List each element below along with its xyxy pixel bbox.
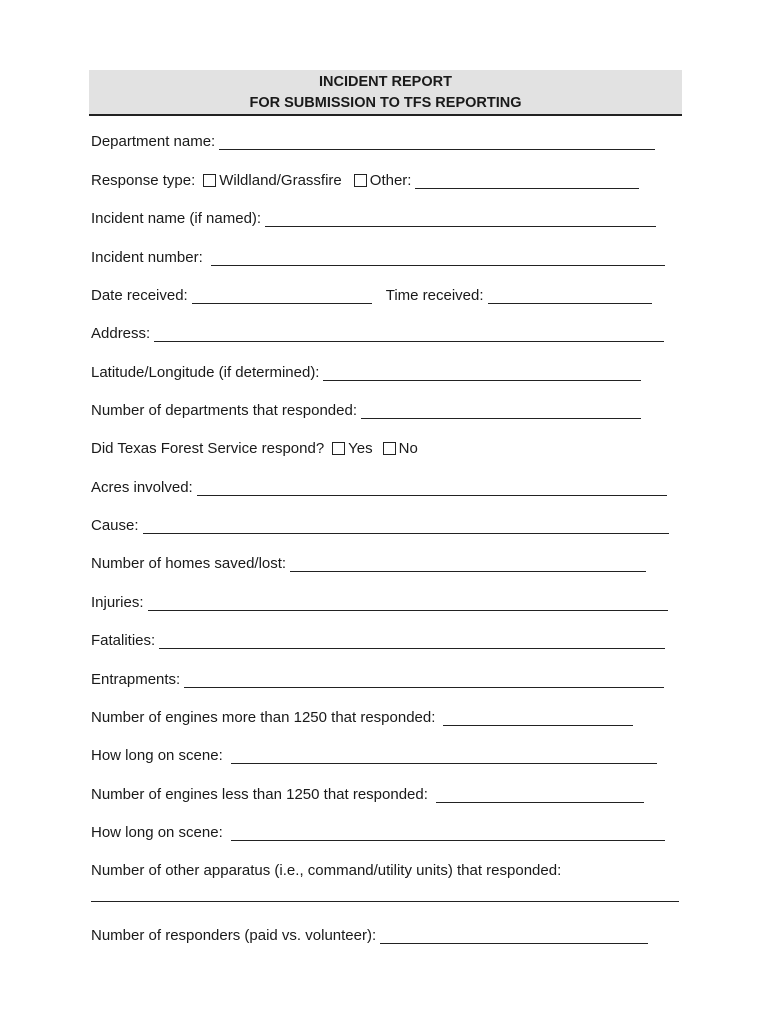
row-acres bbox=[91, 477, 667, 499]
row-response-type bbox=[91, 170, 639, 192]
input-fatalities[interactable] bbox=[159, 633, 665, 649]
row-fatalities bbox=[91, 630, 665, 652]
input-address[interactable] bbox=[154, 326, 664, 342]
label-other: Other: bbox=[369, 172, 412, 189]
input-entrapments[interactable] bbox=[184, 672, 664, 688]
label-address: Address: bbox=[91, 325, 151, 342]
label-num-departments: Number of departments that responded: bbox=[91, 402, 357, 419]
row-homes bbox=[91, 553, 646, 575]
checkbox-tfs-yes[interactable] bbox=[332, 442, 345, 455]
input-incident-number[interactable] bbox=[211, 250, 665, 266]
row-num-departments bbox=[91, 400, 641, 422]
row-lat-long bbox=[91, 362, 641, 384]
input-scene-time-1[interactable] bbox=[231, 748, 657, 764]
row-engines-more bbox=[91, 707, 633, 729]
row-incident-number bbox=[91, 247, 665, 269]
label-scene-time-2: How long on scene: bbox=[91, 824, 223, 841]
label-engines-more: Number of engines more than 1250 that responded: bbox=[91, 709, 436, 726]
form-title: INCIDENT REPORT bbox=[319, 74, 452, 90]
input-time-received[interactable] bbox=[488, 288, 652, 304]
label-other-apparatus: Number of other apparatus (i.e., command/utility units) that responded: bbox=[91, 862, 562, 879]
label-entrapments: Entrapments: bbox=[91, 671, 181, 688]
label-wildland: Wildland/Grassfire bbox=[219, 172, 342, 189]
row-other-apparatus bbox=[91, 860, 561, 882]
input-acres[interactable] bbox=[197, 480, 667, 496]
row-incident-name bbox=[91, 208, 656, 230]
input-homes[interactable] bbox=[290, 556, 646, 572]
row-engines-less bbox=[91, 784, 644, 806]
label-time-received: Time received: bbox=[385, 287, 484, 304]
label-date-received: Date received: bbox=[91, 287, 188, 304]
row-date-time bbox=[91, 285, 652, 307]
input-injuries[interactable] bbox=[148, 595, 668, 611]
input-cause[interactable] bbox=[143, 518, 669, 534]
form-header bbox=[89, 70, 682, 116]
input-engines-more[interactable] bbox=[443, 710, 633, 726]
label-scene-time-1: How long on scene: bbox=[91, 747, 223, 764]
label-lat-long: Latitude/Longitude (if determined): bbox=[91, 364, 320, 381]
label-acres: Acres involved: bbox=[91, 479, 193, 496]
label-response-type: Response type: bbox=[91, 172, 196, 189]
checkbox-tfs-no[interactable] bbox=[383, 442, 396, 455]
input-num-departments[interactable] bbox=[361, 403, 641, 419]
checkbox-wildland[interactable] bbox=[203, 174, 216, 187]
row-entrapments bbox=[91, 669, 664, 691]
input-other[interactable] bbox=[415, 173, 639, 189]
input-other-apparatus[interactable] bbox=[91, 901, 679, 902]
label-injuries: Injuries: bbox=[91, 594, 144, 611]
label-tfs-yes: Yes bbox=[348, 440, 373, 457]
checkbox-other[interactable] bbox=[354, 174, 367, 187]
row-scene-time-1 bbox=[91, 745, 657, 767]
input-department-name[interactable] bbox=[219, 134, 655, 150]
label-department-name: Department name: bbox=[91, 133, 216, 150]
row-responders bbox=[91, 925, 648, 947]
row-scene-time-2 bbox=[91, 822, 665, 844]
label-incident-number: Incident number: bbox=[91, 249, 203, 266]
input-engines-less[interactable] bbox=[436, 787, 644, 803]
row-cause bbox=[91, 515, 669, 537]
input-lat-long[interactable] bbox=[323, 365, 641, 381]
row-injuries bbox=[91, 592, 668, 614]
input-date-received[interactable] bbox=[192, 288, 372, 304]
input-responders[interactable] bbox=[380, 928, 648, 944]
input-incident-name[interactable] bbox=[265, 211, 656, 227]
label-homes: Number of homes saved/lost: bbox=[91, 555, 287, 572]
row-address bbox=[91, 323, 664, 345]
label-engines-less: Number of engines less than 1250 that responded: bbox=[91, 786, 428, 803]
label-responders: Number of responders (paid vs. volunteer): bbox=[91, 927, 377, 944]
label-incident-name: Incident name (if named): bbox=[91, 210, 262, 227]
form-subtitle: FOR SUBMISSION TO TFS REPORTING bbox=[249, 95, 522, 111]
row-department-name bbox=[91, 131, 655, 153]
label-tfs-no: No bbox=[398, 440, 418, 457]
label-cause: Cause: bbox=[91, 517, 139, 534]
input-scene-time-2[interactable] bbox=[231, 825, 665, 841]
label-fatalities: Fatalities: bbox=[91, 632, 156, 649]
label-tfs-respond: Did Texas Forest Service respond? bbox=[91, 440, 325, 457]
row-tfs-respond bbox=[91, 438, 418, 460]
